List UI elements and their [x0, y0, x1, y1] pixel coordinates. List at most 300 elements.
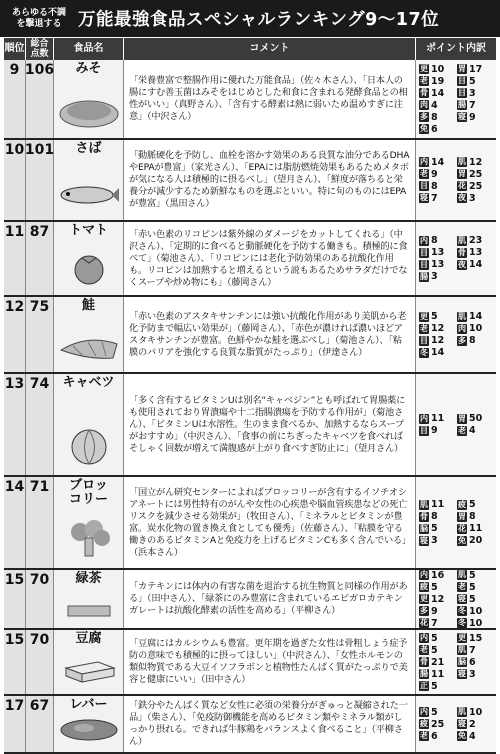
- point-item: [419, 681, 455, 692]
- table-row: [4, 60, 496, 140]
- point-category-badge: 骨: [420, 88, 428, 97]
- point-category-badge: 骨: [458, 247, 466, 257]
- point-category-badge: 腸: [420, 271, 428, 281]
- point-category-badge: 免: [458, 731, 466, 740]
- point-item: [419, 511, 455, 522]
- comment-text: 「カテキンには体内の有害な菌を退治する抗生物質と同様の作用がある」（田中さん）、「緑茶にのみ豊富に含まれているエピガロカテキンガレートは抗酸化酵素の活性を高める」（平柳さん）: [129, 581, 408, 616]
- header-points: ポイント内訳: [426, 43, 486, 54]
- point-value: 8: [431, 111, 438, 123]
- food-image: [58, 180, 120, 214]
- point-item: [419, 657, 455, 668]
- point-item: [457, 582, 493, 593]
- cabbage-illustration: [58, 425, 120, 465]
- point-value: 10: [469, 617, 483, 629]
- rank-value: 12: [4, 299, 25, 315]
- point-category-badge: 肉: [420, 100, 428, 109]
- point-item: [457, 570, 493, 581]
- point-value: 7: [431, 617, 438, 629]
- comment-cell: [124, 222, 416, 295]
- score-value: 87: [29, 224, 50, 240]
- points-grid: [419, 633, 493, 692]
- point-value: 3: [469, 87, 476, 99]
- point-value: 7: [431, 192, 438, 204]
- rank-value: 10: [4, 142, 25, 158]
- point-item: [419, 594, 455, 605]
- point-category-badge: 肌: [458, 645, 466, 654]
- rank-cell: [4, 477, 26, 568]
- food-name-cell: [54, 297, 124, 372]
- points-cell: [416, 630, 496, 694]
- comment-cell: [124, 140, 416, 220]
- score-cell: [26, 630, 54, 694]
- point-category-badge: 多: [458, 335, 466, 345]
- points-cell: [416, 60, 496, 138]
- point-category-badge: 夜: [458, 193, 466, 202]
- points-grid: [419, 235, 493, 282]
- point-item: [419, 235, 455, 246]
- point-category-badge: 正: [420, 681, 428, 690]
- score-cell: [26, 297, 54, 372]
- table-header: [4, 38, 496, 60]
- point-value: 4: [469, 425, 476, 436]
- score-cell: [26, 60, 54, 138]
- point-item: [419, 499, 455, 510]
- point-category-badge: 免: [420, 124, 428, 133]
- point-value: 12: [431, 323, 445, 334]
- point-category-badge: 老: [420, 323, 428, 333]
- food-name-cell: [54, 374, 124, 475]
- food-name-cell: [54, 696, 124, 752]
- point-category-badge: 目: [458, 76, 466, 85]
- comment-cell: [124, 374, 416, 475]
- point-item: [419, 193, 455, 204]
- point-item: [419, 157, 455, 168]
- point-value: 20: [469, 535, 483, 546]
- point-category-badge: 老: [458, 582, 466, 591]
- point-value: 5: [431, 581, 438, 593]
- rank-cell: [4, 696, 26, 752]
- point-value: 9: [431, 605, 438, 617]
- point-category-badge: 肌: [420, 499, 428, 509]
- point-category-badge: 寝: [458, 594, 466, 603]
- point-item: [457, 657, 493, 668]
- point-value: 5: [431, 311, 438, 322]
- table-row: [4, 630, 496, 696]
- point-category-badge: 疲: [420, 719, 428, 728]
- table-row: [4, 297, 496, 374]
- point-item: [419, 347, 455, 358]
- point-category-badge: 花: [458, 181, 466, 190]
- point-value: 23: [469, 235, 483, 246]
- point-value: 13: [469, 247, 483, 258]
- point-item: [419, 645, 455, 656]
- point-value: 11: [469, 523, 483, 534]
- point-item: [419, 570, 455, 581]
- point-value: 5: [431, 523, 438, 534]
- food-name: 緑茶: [75, 571, 102, 586]
- comment-cell: [124, 297, 416, 372]
- point-item: [419, 323, 455, 334]
- score-cell: [26, 570, 54, 628]
- point-category-badge: 内: [420, 707, 428, 716]
- point-value: 11: [431, 668, 445, 680]
- point-item: [419, 707, 455, 718]
- point-item: [457, 535, 493, 546]
- point-category-badge: 目: [420, 259, 428, 269]
- point-category-badge: 寝: [458, 669, 466, 678]
- point-value: 8: [431, 235, 438, 246]
- point-item: [457, 499, 493, 510]
- food-name-cell: [54, 140, 124, 220]
- point-item: [419, 582, 455, 593]
- comment-text: 「多く含有するビタミンUは別名“キャベジン”とも呼ばれて胃腸薬にも使用されており胃潰瘍や十二指腸潰瘍を予防する作用が」（菊池さん）、「ビタミンUは水溶性。生のまま食べるか、加熱するならスープがおすすめ」（中沢さん）、「食事の前にちぎったキャベツを食べればそしゃく回数が増えて満腹感が上がり食べすぎ防止に」（望月さん）: [129, 394, 406, 454]
- point-value: 15: [469, 632, 483, 644]
- point-category-badge: 胃: [458, 169, 466, 178]
- rank-value: 15: [4, 572, 25, 588]
- point-category-badge: 内: [420, 413, 428, 423]
- point-category-badge: 老: [420, 76, 428, 85]
- point-item: [419, 124, 455, 135]
- point-category-badge: 肌: [458, 157, 466, 166]
- point-value: 8: [469, 511, 476, 522]
- food-image: [58, 425, 120, 469]
- point-category-badge: 疲: [420, 582, 428, 591]
- point-value: 9: [431, 168, 438, 180]
- table-row: [4, 222, 496, 297]
- rank-value: 15: [4, 632, 25, 648]
- food-name-cell: [54, 477, 124, 568]
- point-category-badge: 内: [420, 633, 428, 642]
- point-item: [457, 247, 493, 258]
- point-value: 50: [469, 413, 483, 424]
- point-value: 10: [469, 605, 483, 617]
- score-value: 75: [29, 299, 50, 315]
- score-value: 70: [29, 632, 50, 648]
- point-item: [457, 413, 493, 424]
- point-value: 7: [469, 99, 476, 111]
- point-item: [457, 707, 493, 718]
- food-name-cell: [54, 630, 124, 694]
- point-category-badge: 骨: [420, 657, 428, 666]
- ranking-table: [4, 60, 496, 754]
- rank-cell: [4, 297, 26, 372]
- point-item: [457, 311, 493, 322]
- point-category-badge: 老: [420, 731, 428, 740]
- food-name-cell: [54, 222, 124, 295]
- comment-text: 「国立がん研究センターによればブロッコリーが含有するイソチオシアネートには男性特有のがんや女性の心疾患や脳血管疾患などの死亡リスクを減少させる効果が」（牧田さん）、「ミネラルとビタミンが豊富。炭水化物の置き換え食としても優秀」（佐藤さん）、「粘膜を守る働きのあるビタミンAと免疫力を上げるビタミンCも多く含んでいる」（浜本さん）: [129, 486, 408, 558]
- point-category-badge: 寝: [420, 535, 428, 545]
- point-category-badge: 胃: [458, 64, 466, 73]
- point-category-badge: 更: [420, 64, 428, 73]
- point-category-badge: 肌: [458, 707, 466, 716]
- food-image: [58, 96, 120, 132]
- point-item: [457, 157, 493, 168]
- point-category-badge: 花: [458, 523, 466, 533]
- tea-illustration: [58, 604, 120, 618]
- rank-cell: [4, 222, 26, 295]
- point-value: 5: [469, 581, 476, 593]
- points-grid: [419, 157, 493, 204]
- comment-cell: [124, 477, 416, 568]
- points-grid: [419, 707, 493, 742]
- point-category-badge: 寝: [420, 193, 428, 202]
- point-category-badge: 更: [420, 594, 428, 603]
- point-value: 11: [431, 413, 445, 424]
- food-name: キャベツ: [62, 375, 115, 390]
- point-value: 10: [469, 323, 483, 334]
- score-cell: [26, 140, 54, 220]
- point-item: [419, 169, 455, 180]
- rank-cell: [4, 374, 26, 475]
- point-value: 5: [469, 499, 476, 510]
- point-item: [419, 425, 455, 436]
- point-value: 12: [431, 335, 445, 346]
- point-category-badge: 老: [420, 645, 428, 654]
- tomato-illustration: [58, 253, 120, 285]
- point-item: [457, 323, 493, 334]
- point-value: 9: [431, 425, 438, 436]
- score-cell: [26, 374, 54, 475]
- point-category-badge: 胃: [458, 511, 466, 521]
- point-category-badge: 夜: [458, 259, 466, 269]
- point-category-badge: 目: [420, 425, 428, 435]
- score-value: 106: [24, 62, 55, 78]
- point-item: [419, 88, 455, 99]
- comment-cell: [124, 630, 416, 694]
- point-value: 8: [431, 511, 438, 522]
- rank-value: 17: [4, 698, 25, 714]
- food-name: さば: [75, 141, 102, 156]
- comment-text: 「栄養豊富で整腸作用に優れた万能食品」（佐々木さん）、「日本人の腸にすむ善玉菌はみそをはじめとした和食に含まれる発酵食品との相性がいい」（真野さん）、「含有する酵素は熱に弱いため温めすぎに注意」（中沢さん）: [129, 75, 408, 122]
- point-category-badge: 更: [420, 311, 428, 321]
- point-item: [457, 100, 493, 111]
- point-value: 12: [431, 593, 445, 605]
- points-cell: [416, 140, 496, 220]
- title-bar: [0, 0, 500, 37]
- point-category-badge: 多: [420, 606, 428, 615]
- point-value: 4: [431, 99, 438, 111]
- point-item: [419, 112, 455, 123]
- point-value: 5: [469, 75, 476, 87]
- point-category-badge: 目: [420, 181, 428, 190]
- table-row: [4, 374, 496, 477]
- point-item: [419, 76, 455, 87]
- point-item: [419, 64, 455, 75]
- point-item: [419, 413, 455, 424]
- header-name: 食品名: [54, 38, 124, 60]
- comment-text: 「豆腐にはカルシウムも豊富。更年期を過ぎた女性は骨粗しょう症予防の意味でも積極的に摂ってほしい」（中沢さん）、「女性ホルモンの類似物質である大豆イソフラボンと植物性たんぱく質がたっぷりで美容と健康にいい」（田中さん）: [129, 638, 408, 685]
- point-item: [457, 511, 493, 522]
- point-item: [457, 335, 493, 346]
- point-category-badge: 脳: [420, 523, 428, 533]
- food-image: [58, 603, 120, 622]
- point-value: 5: [469, 570, 476, 581]
- table-row: [4, 696, 496, 754]
- point-item: [457, 193, 493, 204]
- point-item: [457, 235, 493, 246]
- point-item: [457, 64, 493, 75]
- food-image: [58, 253, 120, 289]
- point-category-badge: 更: [458, 633, 466, 642]
- point-value: 10: [431, 63, 445, 75]
- point-category-badge: 寝: [458, 112, 466, 121]
- food-name-cell: [54, 60, 124, 138]
- title-main: 万能最強食品スペシャルランキング9～17位: [78, 10, 440, 30]
- point-item: [419, 618, 455, 629]
- food-name: レバー: [69, 697, 108, 712]
- food-image: [58, 716, 120, 746]
- point-item: [419, 181, 455, 192]
- point-category-badge: 肌: [458, 570, 466, 579]
- rank-value: 14: [4, 479, 25, 495]
- point-item: [419, 523, 455, 534]
- point-category-badge: 腸: [420, 669, 428, 678]
- comment-cell: [124, 696, 416, 752]
- comment-text: 「赤い色素のアスタキサンチンには強い抗酸化作用があり美肌から老化予防まで幅広い効果が」（藤岡さん）、「赤色が濃ければ濃いほどアスタキサンチンが豊富。色鮮やかな鮭を選ぶべし」（菊池さん）、「粘膜のバリアを強化する良質な脂質がたっぷり」（伊達さん）: [129, 310, 407, 358]
- point-value: 14: [431, 347, 445, 358]
- point-value: 14: [431, 87, 445, 99]
- point-category-badge: 冬: [458, 606, 466, 615]
- point-value: 19: [431, 75, 445, 87]
- food-image: [58, 518, 120, 562]
- point-category-badge: 冬: [420, 347, 428, 357]
- point-value: 5: [431, 632, 438, 644]
- point-item: [419, 731, 455, 742]
- point-value: 17: [469, 63, 483, 75]
- food-name: トマト: [68, 223, 108, 238]
- point-item: [457, 633, 493, 644]
- rank-cell: [4, 630, 26, 694]
- point-category-badge: 寝: [458, 719, 466, 728]
- table-row: [4, 570, 496, 630]
- point-category-badge: 老: [420, 169, 428, 178]
- point-category-badge: 疲: [458, 499, 466, 509]
- point-item: [457, 669, 493, 680]
- point-category-badge: 骨: [420, 511, 428, 521]
- score-value: 74: [29, 376, 50, 392]
- score-value: 70: [29, 572, 50, 588]
- point-category-badge: 肌: [458, 311, 466, 321]
- point-item: [419, 335, 455, 346]
- point-value: 13: [431, 259, 445, 270]
- point-value: 13: [431, 247, 445, 258]
- point-value: 3: [431, 535, 438, 546]
- comment-text: 「動脈硬化を予防し、血栓を溶かす効果のある良質な油分であるDHAやEPAが豊富」（家光さん）、「EPAには脂肪燃焼効果もあるためメタボが気になる人は積極的に摂るべし」（望月さん）、「鮮度が落ちると栄養分が減少するため新鮮なものを選ぶといい。特に旬のものにはEPAが豊富」（黒田さん）: [129, 150, 410, 209]
- point-value: 5: [469, 593, 476, 605]
- point-value: 3: [469, 668, 476, 680]
- point-item: [457, 112, 493, 123]
- table-row: [4, 140, 496, 222]
- points-cell: [416, 374, 496, 475]
- point-item: [457, 618, 493, 629]
- point-item: [419, 247, 455, 258]
- food-image: [58, 332, 120, 366]
- point-value: 6: [431, 123, 438, 135]
- point-category-badge: 内: [420, 157, 428, 166]
- title-subtitle: あらゆる不調 を撃退する: [11, 7, 66, 29]
- point-value: 14: [431, 156, 445, 168]
- score-value: 71: [29, 479, 50, 495]
- point-value: 3: [431, 271, 438, 282]
- point-value: 14: [469, 311, 483, 322]
- point-value: 6: [469, 656, 476, 668]
- comment-text: 「赤い色素のリコピンは紫外線のダメージをカットしてくれる」（中沢さん）、「定期的に食べると動脈硬化を予防する働きも。積極的に食べて」（菊池さん）、「リコピンには老化予防効果のある抗酸化作用も。リコピンは加熱すると増えるという説もあるためサラダだけでなくスープや炒め物にも」（藤岡さん）: [129, 228, 408, 288]
- point-category-badge: 腸: [458, 100, 466, 109]
- point-value: 2: [469, 718, 476, 730]
- point-item: [419, 259, 455, 270]
- point-item: [419, 311, 455, 322]
- table-row: [4, 477, 496, 570]
- point-value: 5: [431, 680, 438, 692]
- point-category-badge: 内: [420, 235, 428, 245]
- point-value: 3: [469, 192, 476, 204]
- points-grid: [419, 570, 493, 629]
- comment-cell: [124, 570, 416, 628]
- point-value: 7: [469, 644, 476, 656]
- point-category-badge: 肉: [458, 323, 466, 333]
- point-category-badge: 免: [458, 535, 466, 545]
- score-cell: [26, 696, 54, 752]
- point-item: [457, 606, 493, 617]
- point-item: [419, 633, 455, 644]
- point-item: [419, 719, 455, 730]
- point-value: 11: [431, 499, 445, 510]
- point-item: [419, 271, 455, 282]
- point-value: 8: [431, 180, 438, 192]
- points-cell: [416, 297, 496, 372]
- point-category-badge: 目: [420, 335, 428, 345]
- point-value: 5: [431, 706, 438, 718]
- point-value: 9: [469, 111, 476, 123]
- score-value: 67: [29, 698, 50, 714]
- comment-cell: [124, 60, 416, 138]
- point-value: 25: [431, 718, 445, 730]
- point-category-badge: 胃: [458, 413, 466, 423]
- points-cell: [416, 222, 496, 295]
- food-name: ブロッ コリー: [68, 478, 108, 507]
- point-item: [419, 669, 455, 680]
- broccoli-illustration: [58, 518, 120, 558]
- rank-cell: [4, 140, 26, 220]
- point-item: [457, 425, 493, 436]
- mackerel-illustration: [58, 180, 120, 210]
- salmon-illustration: [58, 332, 120, 362]
- point-value: 5: [431, 644, 438, 656]
- food-name: 豆腐: [75, 631, 102, 646]
- point-value: 8: [469, 335, 476, 346]
- food-name: 鮭: [81, 298, 95, 313]
- point-value: 14: [469, 259, 483, 270]
- score-cell: [26, 222, 54, 295]
- point-category-badge: 老: [458, 425, 466, 435]
- miso-illustration: [58, 96, 120, 128]
- point-item: [457, 88, 493, 99]
- header-rank: 順位: [4, 38, 26, 60]
- point-value: 25: [469, 180, 483, 192]
- food-name: みそ: [75, 61, 102, 76]
- rank-value: 11: [4, 224, 25, 240]
- point-category-badge: 肌: [458, 235, 466, 245]
- liver-illustration: [58, 716, 120, 742]
- point-value: 21: [431, 656, 445, 668]
- point-item: [457, 731, 493, 742]
- points-grid: [419, 64, 493, 135]
- score-cell: [26, 477, 54, 568]
- point-value: 4: [469, 730, 476, 742]
- rank-cell: [4, 570, 26, 628]
- point-category-badge: 花: [420, 618, 428, 627]
- points-grid: [419, 499, 493, 546]
